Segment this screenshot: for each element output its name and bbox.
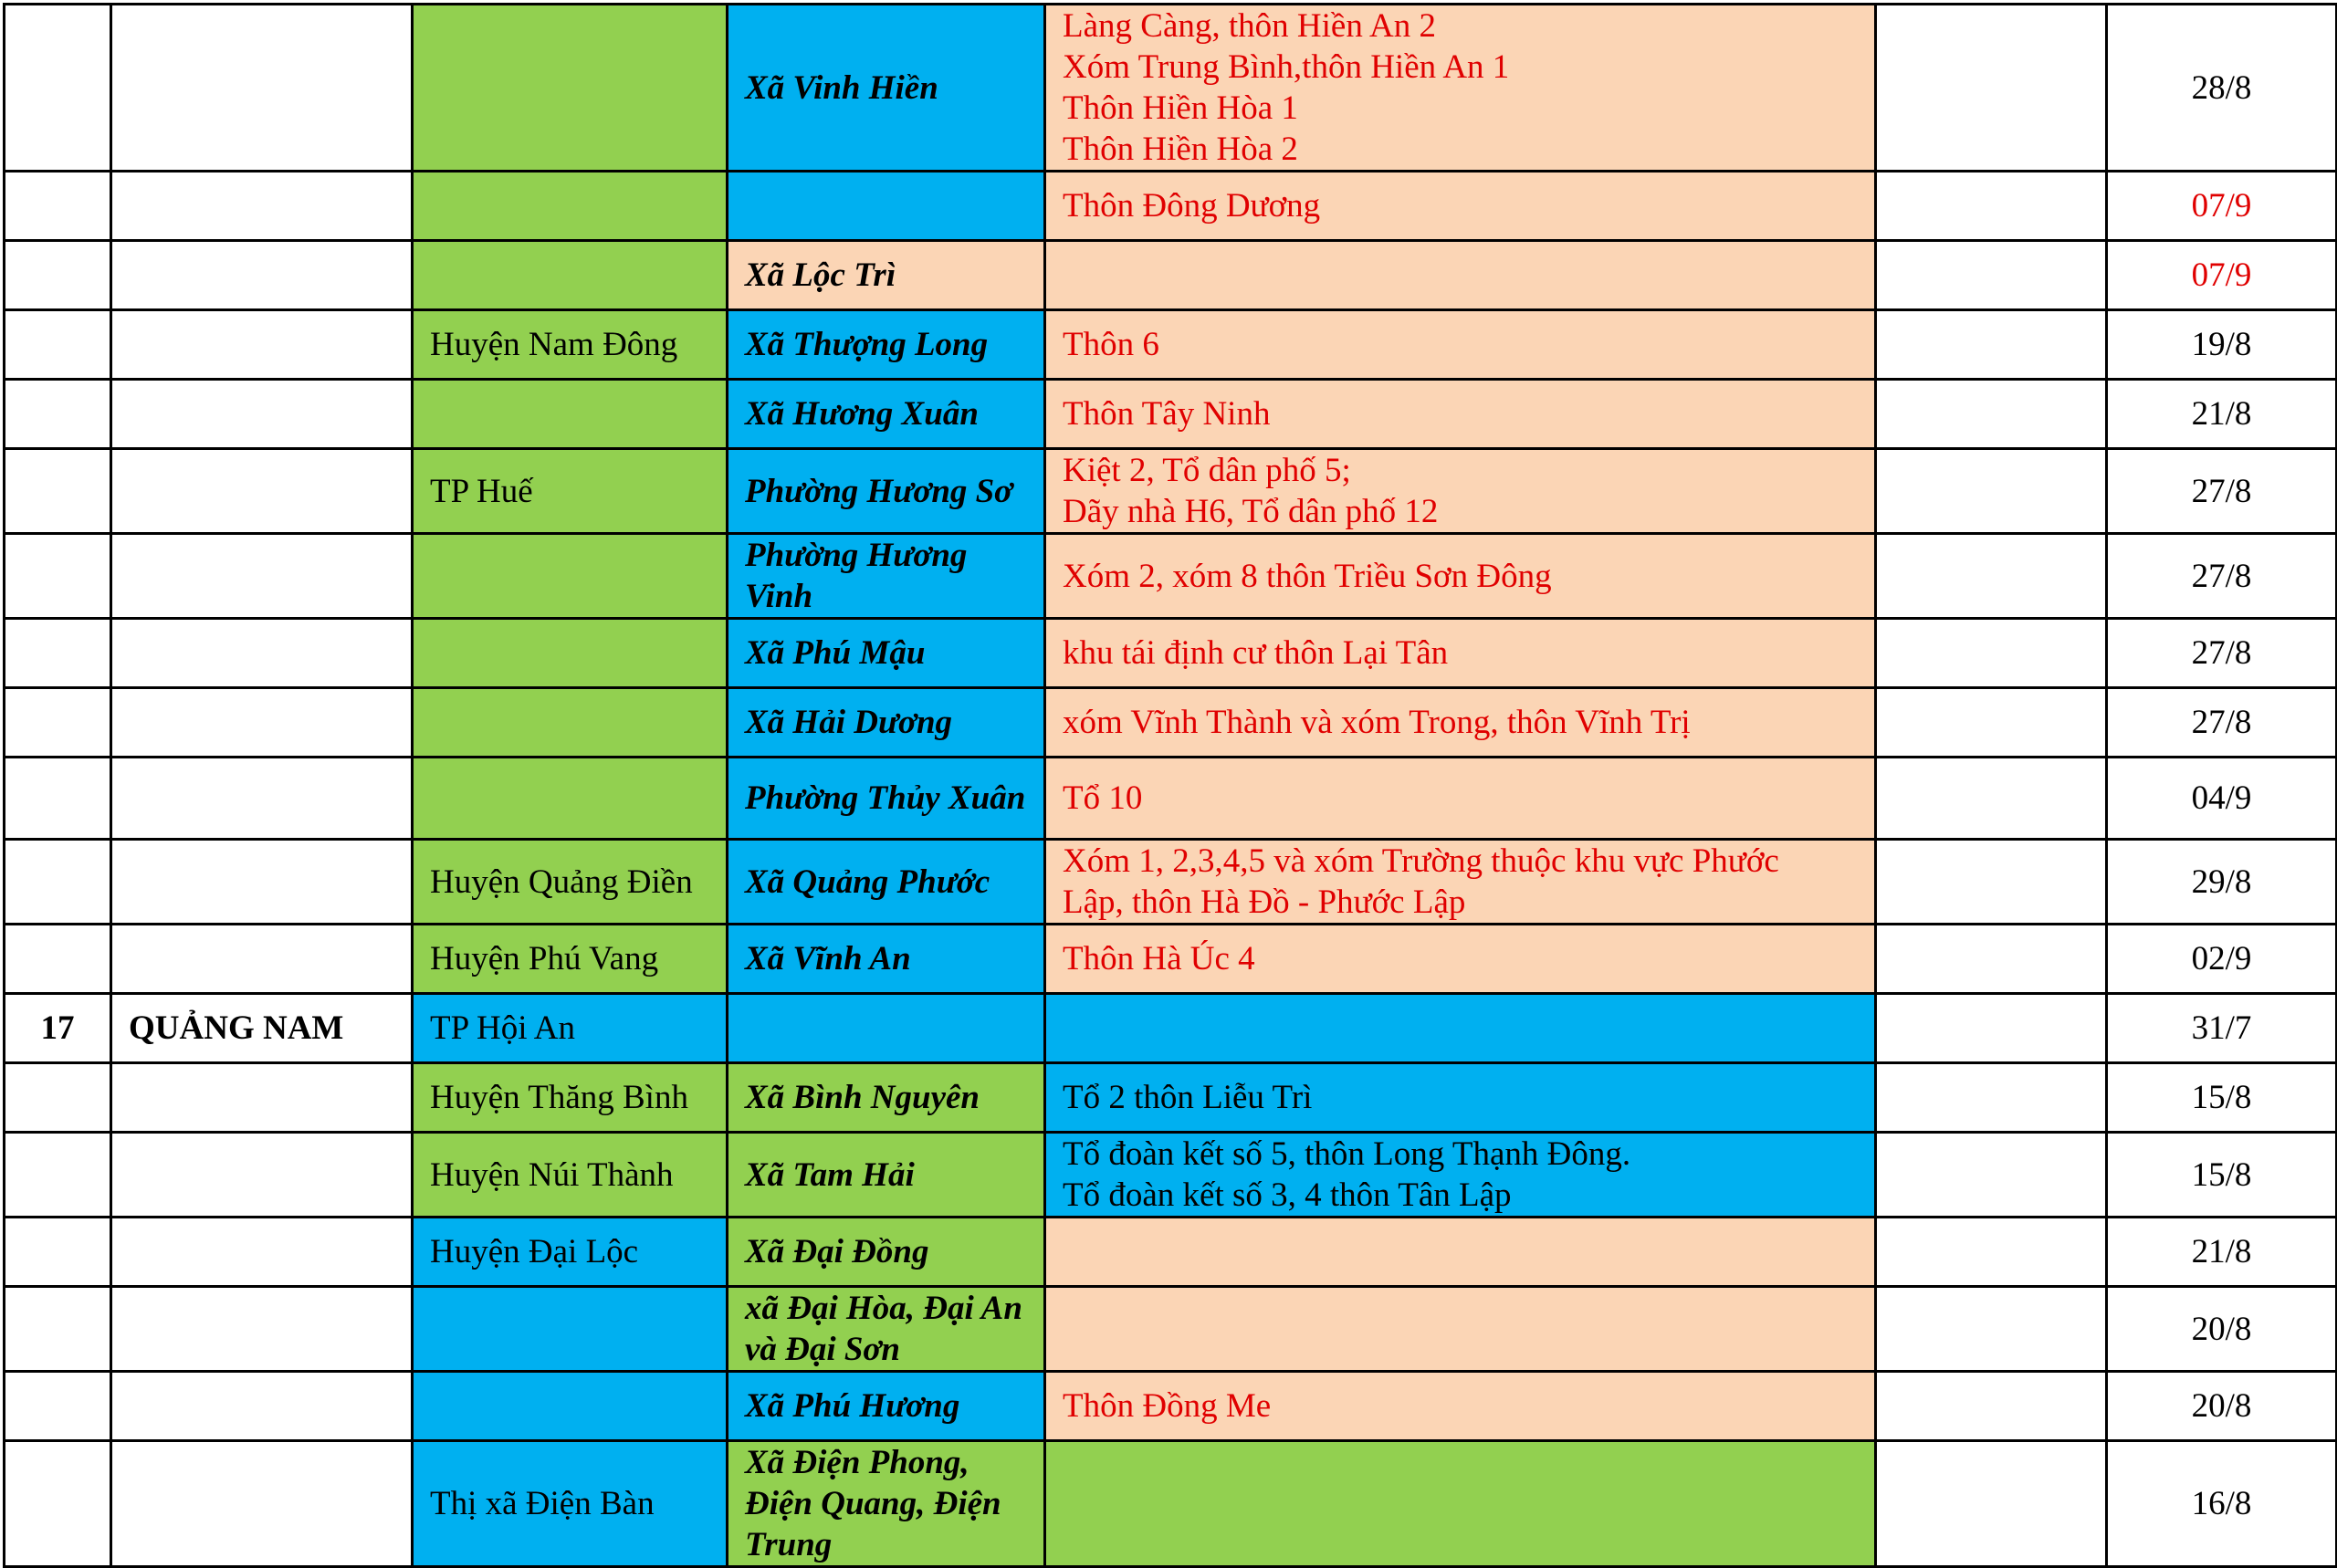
note-cell: [1876, 688, 2107, 758]
date-cell: 27/8: [2107, 449, 2337, 534]
note-cell: [1876, 1218, 2107, 1287]
commune-cell: [728, 1133, 1045, 1218]
district-cell: [413, 1372, 728, 1441]
district-cell: [413, 534, 728, 619]
location-line: Lập, thôn Hà Đồ - Phước Lập: [1063, 883, 1466, 921]
location-line: Xóm 2, xóm 8 thôn Triều Sơn Đông: [1063, 557, 1552, 595]
locations-cell: [1045, 758, 1876, 840]
district-cell: [413, 619, 728, 688]
locations-cell: [1045, 619, 1876, 688]
note-cell: [1876, 534, 2107, 619]
location-line: xóm Vĩnh Thành và xóm Trong, thôn Vĩnh Trị: [1063, 704, 1691, 741]
table-row: [5, 840, 2337, 925]
note-cell: [1876, 241, 2107, 310]
commune-cell: [728, 1441, 1045, 1567]
commune-name: Xã Phú Mậu: [745, 634, 926, 672]
location-line: Tổ 10: [1063, 779, 1143, 817]
locations-cell: [1045, 1372, 1876, 1441]
date-cell: 16/8: [2107, 1441, 2337, 1567]
note-cell: [1876, 925, 2107, 994]
commune-cell: [728, 1372, 1045, 1441]
locations-cell: [1045, 1063, 1876, 1133]
province-cell: [111, 1218, 413, 1287]
stt-cell: [5, 619, 111, 688]
location-line: Xóm Trung Bình,thôn Hiền An 1: [1063, 48, 1510, 86]
table-row: [5, 449, 2337, 534]
note-cell: [1876, 1287, 2107, 1372]
province-cell: [111, 758, 413, 840]
commune-name: Xã Hương Xuân: [745, 395, 979, 433]
location-line: Tổ đoàn kết số 3, 4 thôn Tân Lập: [1063, 1176, 1512, 1214]
note-cell: [1876, 994, 2107, 1063]
stt-cell: [5, 1287, 111, 1372]
stt-cell: [5, 1063, 111, 1133]
commune-name: Xã Bình Nguyên: [745, 1079, 980, 1116]
stt-cell: [5, 310, 111, 380]
commune-cell: [728, 925, 1045, 994]
table-row: [5, 619, 2337, 688]
outbreak-location-table: [3, 3, 2337, 1568]
date-cell: 21/8: [2107, 1218, 2337, 1287]
locations-cell: [1045, 840, 1876, 925]
province-cell: [111, 1133, 413, 1218]
locations-cell: [1045, 380, 1876, 449]
locations-cell: [1045, 1287, 1876, 1372]
table-row: [5, 925, 2337, 994]
note-cell: [1876, 172, 2107, 241]
province-cell: [111, 1287, 413, 1372]
commune-cell: [728, 1218, 1045, 1287]
table-row: [5, 172, 2337, 241]
district-cell: Huyện Phú Vang: [413, 925, 728, 994]
table-row: [5, 241, 2337, 310]
province-cell: [111, 534, 413, 619]
province-cell: [111, 449, 413, 534]
province-cell: [111, 5, 413, 172]
commune-name: Xã Tam Hải: [745, 1155, 915, 1194]
province-cell: [111, 925, 413, 994]
locations-cell: [1045, 449, 1876, 534]
locations-cell: [1045, 310, 1876, 380]
table-row: [5, 1133, 2337, 1218]
table-row: [5, 1372, 2337, 1441]
location-line: Thôn Đồng Me: [1063, 1387, 1272, 1425]
table-row: [5, 758, 2337, 840]
district-cell: Huyện Quảng Điền: [413, 840, 728, 925]
stt-cell: [5, 1218, 111, 1287]
location-line: Tổ đoàn kết số 5, thôn Long Thạnh Đông.: [1063, 1135, 1631, 1173]
note-cell: [1876, 380, 2107, 449]
date-cell: 19/8: [2107, 310, 2337, 380]
district-cell: Huyện Thăng Bình: [413, 1063, 728, 1133]
province-cell: [111, 1063, 413, 1133]
locations-cell: [1045, 1218, 1876, 1287]
note-cell: [1876, 1441, 2107, 1567]
location-line: Làng Càng, thôn Hiền An 2: [1063, 7, 1437, 45]
location-line: Thôn Hà Úc 4: [1063, 940, 1255, 977]
stt-cell: [5, 172, 111, 241]
note-cell: [1876, 1372, 2107, 1441]
locations-cell: [1045, 241, 1876, 310]
district-cell: [413, 172, 728, 241]
table-row: [5, 380, 2337, 449]
province-cell: QUẢNG NAM: [111, 994, 413, 1063]
table-row: [5, 688, 2337, 758]
stt-cell: 17: [5, 994, 111, 1063]
date-cell: 20/8: [2107, 1287, 2337, 1372]
district-cell: Huyện Đại Lộc: [413, 1218, 728, 1287]
district-cell: [413, 380, 728, 449]
commune-cell: [728, 1287, 1045, 1372]
date-cell: 27/8: [2107, 619, 2337, 688]
commune-cell: [728, 619, 1045, 688]
table-row: [5, 1441, 2337, 1567]
note-cell: [1876, 449, 2107, 534]
date-cell: 07/9: [2107, 172, 2337, 241]
date-cell: 28/8: [2107, 5, 2337, 172]
province-cell: [111, 241, 413, 310]
commune-name: Xã Điện Phong, Điện Quang, Điện Trung: [745, 1444, 1001, 1563]
province-cell: [111, 1372, 413, 1441]
commune-cell: [728, 994, 1045, 1063]
date-cell: 20/8: [2107, 1372, 2337, 1441]
province-cell: [111, 380, 413, 449]
district-cell: [413, 241, 728, 310]
commune-name: Phường Thủy Xuân: [745, 779, 1026, 817]
district-cell: Thị xã Điện Bàn: [413, 1441, 728, 1567]
commune-name: Xã Hải Dương: [745, 704, 953, 741]
locations-cell: [1045, 1133, 1876, 1218]
stt-cell: [5, 1133, 111, 1218]
table-row: [5, 1287, 2337, 1372]
commune-cell: [728, 534, 1045, 619]
commune-cell: [728, 758, 1045, 840]
location-line: Thôn 6: [1063, 326, 1159, 363]
date-cell: 27/8: [2107, 534, 2337, 619]
commune-cell: [728, 1063, 1045, 1133]
location-line: Kiệt 2, Tổ dân phố 5;: [1063, 452, 1351, 489]
note-cell: [1876, 5, 2107, 172]
province-cell: [111, 840, 413, 925]
locations-cell: [1045, 172, 1876, 241]
date-cell: 07/9: [2107, 241, 2337, 310]
stt-cell: [5, 840, 111, 925]
commune-cell: [728, 840, 1045, 925]
date-cell: 02/9: [2107, 925, 2337, 994]
note-cell: [1876, 1063, 2107, 1133]
commune-name: Xã Lộc Trì: [745, 256, 896, 294]
commune-name: Xã Phú Hương: [745, 1387, 960, 1425]
location-line: Xóm 1, 2,3,4,5 và xóm Trường thuộc khu vực Phước: [1063, 842, 1779, 880]
location-line: Dãy nhà H6, Tổ dân phố 12: [1063, 493, 1439, 530]
stt-cell: [5, 925, 111, 994]
date-cell: 15/8: [2107, 1133, 2337, 1218]
date-cell: 21/8: [2107, 380, 2337, 449]
note-cell: [1876, 1133, 2107, 1218]
commune-name: Phường Hương Sơ: [745, 472, 1013, 510]
commune-name: Xã Quảng Phước: [745, 862, 990, 901]
note-cell: [1876, 310, 2107, 380]
stt-cell: [5, 1441, 111, 1567]
commune-name: Xã Đại Đồng: [745, 1233, 929, 1270]
commune-cell: [728, 688, 1045, 758]
district-cell: TP Hội An: [413, 994, 728, 1063]
date-cell: 27/8: [2107, 688, 2337, 758]
commune-cell: [728, 5, 1045, 172]
table-body: [5, 5, 2337, 1567]
table-row: [5, 534, 2337, 619]
commune-cell: [728, 380, 1045, 449]
location-line: Thôn Hiền Hòa 2: [1063, 131, 1298, 168]
district-cell: Huyện Nam Đông: [413, 310, 728, 380]
locations-cell: [1045, 1441, 1876, 1567]
locations-cell: [1045, 925, 1876, 994]
note-cell: [1876, 758, 2107, 840]
stt-cell: [5, 758, 111, 840]
date-cell: 15/8: [2107, 1063, 2337, 1133]
stt-cell: [5, 449, 111, 534]
stt-cell: [5, 534, 111, 619]
table-row: [5, 5, 2337, 172]
table-row: [5, 1063, 2337, 1133]
province-cell: [111, 619, 413, 688]
stt-cell: [5, 688, 111, 758]
date-cell: 31/7: [2107, 994, 2337, 1063]
table-row: [5, 994, 2337, 1063]
commune-name: Xã Vĩnh An: [745, 940, 911, 977]
table-row: [5, 1218, 2337, 1287]
commune-name: Xã Vinh Hiền: [745, 68, 938, 107]
table-row: [5, 310, 2337, 380]
province-cell: [111, 172, 413, 241]
locations-cell: [1045, 688, 1876, 758]
commune-cell: [728, 241, 1045, 310]
commune-cell: [728, 449, 1045, 534]
commune-name: Phường Hương Vinh: [745, 537, 968, 615]
locations-cell: [1045, 534, 1876, 619]
province-cell: [111, 310, 413, 380]
location-line: Thôn Đông Dương: [1063, 187, 1321, 225]
commune-name: Xã Thượng Long: [745, 326, 989, 363]
location-line: Thôn Hiền Hòa 1: [1063, 89, 1298, 127]
commune-name: xã Đại Hòa, Đại An và Đại Sơn: [745, 1290, 1022, 1368]
stt-cell: [5, 241, 111, 310]
stt-cell: [5, 1372, 111, 1441]
stt-cell: [5, 380, 111, 449]
location-line: khu tái định cư thôn Lại Tân: [1063, 634, 1449, 672]
district-cell: Huyện Núi Thành: [413, 1133, 728, 1218]
stt-cell: [5, 5, 111, 172]
district-cell: TP Huế: [413, 449, 728, 534]
location-line: Thôn Tây Ninh: [1063, 395, 1271, 433]
date-cell: 29/8: [2107, 840, 2337, 925]
location-line: Tổ 2 thôn Liễu Trì: [1063, 1079, 1313, 1116]
date-cell: 04/9: [2107, 758, 2337, 840]
district-cell: [413, 5, 728, 172]
note-cell: [1876, 840, 2107, 925]
province-cell: [111, 1441, 413, 1567]
district-cell: [413, 1287, 728, 1372]
commune-cell: [728, 172, 1045, 241]
note-cell: [1876, 619, 2107, 688]
district-cell: [413, 758, 728, 840]
district-cell: [413, 688, 728, 758]
province-cell: [111, 688, 413, 758]
commune-cell: [728, 310, 1045, 380]
locations-cell: [1045, 5, 1876, 172]
locations-cell: [1045, 994, 1876, 1063]
